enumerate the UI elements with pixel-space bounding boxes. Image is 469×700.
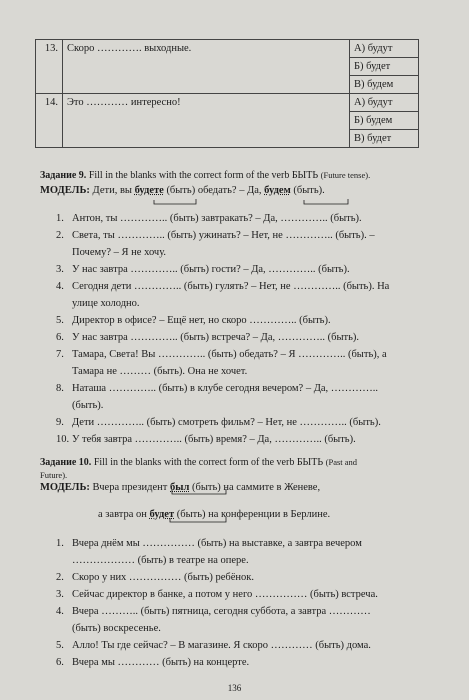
list-item (56, 586, 424, 603)
page-number: 136 (227, 683, 242, 693)
item-number: 3. (56, 264, 64, 275)
item-text: Тамара, Света! Вы ………….. (быть) обедать? – Я ………….. (быть), а (72, 349, 387, 360)
model-text: (быть) на конференции в Берлине. (174, 509, 331, 520)
task-note: Future). (40, 470, 68, 480)
list-item (56, 414, 424, 431)
item-text: Скоро у них …………… (быть) ребёнок. (72, 572, 254, 583)
item-number: 10. (56, 434, 70, 445)
item-number: 2. (56, 230, 64, 241)
item-text: Сейчас директор в банке, а потом у него …………… (быть) встреча. (72, 589, 378, 600)
item-number: 5. (56, 640, 64, 651)
item-text: Директор в офисе? – Ещё нет, но скоро ………….. (быть). (72, 315, 331, 326)
item-continuation: (быть). (72, 400, 104, 411)
item-continuation: Тамара не ……… (быть). Она не хочет. (72, 366, 248, 377)
question-text: Скоро …………. выходные. (63, 40, 350, 94)
model-text: а завтра он (98, 509, 150, 520)
model-label: МОДЕЛЬ: (40, 482, 90, 493)
item-number: 4. (56, 606, 64, 617)
model-text: (быть) обедать? – Да, (163, 185, 265, 196)
list-item (56, 278, 424, 295)
list-item (56, 210, 424, 227)
question-text: Это ………… интересно! (63, 94, 350, 148)
item-text: Вчера мы ………… (быть) на концерте. (72, 657, 250, 668)
list-item (56, 431, 424, 448)
model-answer: будем (264, 185, 291, 196)
model-text: (быть) на саммите в Женеве, (189, 482, 321, 493)
item-number: 8. (56, 383, 64, 394)
option: А) будут (350, 94, 419, 112)
task10-heading (40, 455, 430, 470)
item-continuation: улице холодно. (72, 298, 140, 309)
item-continuation: Почему? – Я не хочу. (72, 247, 167, 258)
list-item (56, 380, 424, 397)
list-item (56, 261, 424, 278)
task-instruction: Fill in the blanks with the correct form of the verb БЫТЬ (88, 170, 319, 181)
item-number: 6. (56, 657, 64, 668)
question-number: 14. (36, 94, 63, 148)
item-text: Антон, ты ………….. (быть) завтракать? – Да, ………….. (быть). (72, 213, 362, 224)
option: Б) будем (350, 112, 419, 130)
model-answer: был (170, 482, 190, 493)
list-item (56, 569, 424, 586)
item-number: 9. (56, 417, 64, 428)
item-text: У тебя завтра ………….. (быть) время? – Да, ………….. (быть). (72, 434, 356, 445)
arrow-mark (304, 199, 348, 204)
task-instruction: Fill in the blanks with the correct form of the verb БЫТЬ (93, 457, 324, 468)
task-note: (Past and (325, 457, 358, 467)
item-text: Вчера ……….. (быть) пятница, сегодня суббота, а завтра ………… (72, 606, 371, 617)
item-number: 5. (56, 315, 64, 326)
model-answer: будет (149, 509, 175, 520)
list-item (56, 329, 424, 346)
item-continuation: ……………… (быть) в театре на опере. (72, 555, 249, 566)
task-note: (Future tense). (320, 170, 371, 180)
option: А) будут (350, 40, 419, 58)
question-number: 13. (36, 40, 63, 94)
item-number: 6. (56, 332, 64, 343)
item-text: Дети ………….. (быть) смотреть фильм? – Нет, не ………….. (быть). (72, 417, 381, 428)
list-item (56, 637, 424, 654)
option: В) будет (350, 130, 419, 148)
item-number: 1. (56, 538, 64, 549)
task10-model-line2 (98, 508, 330, 522)
model-answer: будете (134, 185, 164, 196)
item-number: 2. (56, 572, 64, 583)
list-item (56, 346, 424, 363)
model-text: (быть). (290, 185, 325, 196)
item-continuation: (быть) воскресенье. (72, 623, 161, 634)
option: Б) будет (350, 58, 419, 76)
arrow-mark (154, 199, 196, 204)
item-text: У нас завтра ………….. (быть) гости? – Да, ………….. (быть). (72, 264, 350, 275)
list-item (56, 654, 424, 671)
item-text: Света, ты ………….. (быть) ужинать? – Нет, не ………….. (быть). – (72, 230, 375, 241)
task10-model-line1 (40, 481, 320, 495)
model-text: Дети, вы (92, 185, 135, 196)
option: В) будем (350, 76, 419, 94)
list-item (56, 535, 424, 552)
item-text: Алло! Ты где сейчас? – В магазине. Я скоро ………… (быть) дома. (72, 640, 371, 651)
model-text: Вчера президент (92, 482, 171, 493)
item-number: 4. (56, 281, 64, 292)
model-label: МОДЕЛЬ: (40, 185, 90, 196)
list-item (56, 227, 424, 244)
task-label: Задание 10. (40, 457, 92, 468)
item-text: Сегодня дети ………….. (быть) гулять? – Нет, не ………….. (быть). На (72, 281, 390, 292)
list-item (56, 603, 424, 620)
task-label: Задание 9. (40, 170, 87, 181)
item-text: Наташа ………….. (быть) в клубе сегодня вечером? – Да, ………….. (72, 383, 379, 394)
item-text: У нас завтра ………….. (быть) встреча? – Да, ………….. (быть). (72, 332, 360, 343)
item-number: 3. (56, 589, 64, 600)
item-number: 7. (56, 349, 64, 360)
item-number: 1. (56, 213, 64, 224)
list-item (56, 312, 424, 329)
item-text: Вчера днём мы …………… (быть) на выставке, а завтра вечером (72, 538, 362, 549)
